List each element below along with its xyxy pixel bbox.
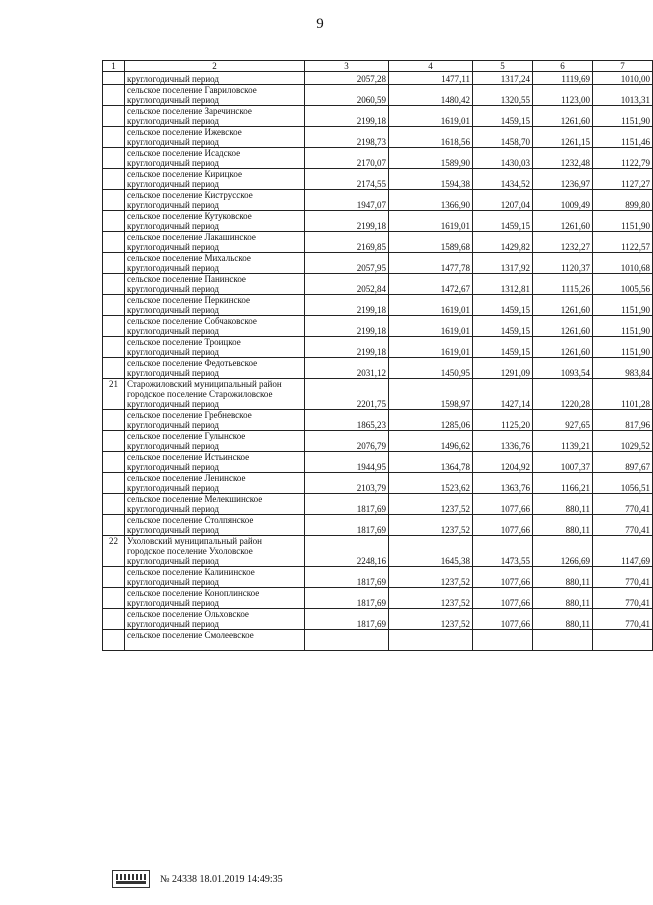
- tariff-value-col-3: 2198,73: [305, 127, 389, 148]
- tariff-value-col-4: 1366,90: [389, 190, 473, 211]
- table-row: [103, 253, 653, 274]
- column-header: 1: [103, 61, 125, 72]
- row-index: [103, 630, 125, 651]
- tariff-value-col-6: 880,11: [533, 609, 593, 630]
- period-label: круглогодичный период: [127, 200, 219, 210]
- tariff-value-col-5: [473, 630, 533, 651]
- tariff-value-col-7: 1005,56: [593, 274, 653, 295]
- row-index: [103, 169, 125, 190]
- period-label: круглогодичный период: [127, 462, 219, 472]
- table-row: [103, 295, 653, 316]
- tariff-value-col-7: 1151,90: [593, 295, 653, 316]
- tariff-value-col-3: 2199,18: [305, 295, 389, 316]
- table-row: [103, 211, 653, 232]
- tariff-value-col-5: 1312,81: [473, 274, 533, 295]
- row-label-cell: [125, 253, 305, 274]
- tariff-value-col-4: [389, 630, 473, 651]
- table-row: [103, 85, 653, 106]
- row-label-cell: [125, 169, 305, 190]
- document-footer: [112, 868, 283, 890]
- row-label-cell: [125, 473, 305, 494]
- tariff-value-col-7: 1127,27: [593, 169, 653, 190]
- tariff-value-col-7: 1010,00: [593, 72, 653, 85]
- tariff-value-col-3: 1944,95: [305, 452, 389, 473]
- tariff-value-col-7: 899,80: [593, 190, 653, 211]
- tariff-value-col-7: 1122,57: [593, 232, 653, 253]
- row-label-cell: [125, 106, 305, 127]
- settlement-name: сельское поселение Гулынское: [127, 431, 246, 441]
- tariff-value-col-7: 770,41: [593, 567, 653, 588]
- row-label-cell: [125, 211, 305, 232]
- period-label: круглогодичный период: [127, 420, 219, 430]
- tariff-value-col-5: 1077,66: [473, 515, 533, 536]
- tariff-value-col-4: 1594,38: [389, 169, 473, 190]
- table-row: [103, 630, 653, 651]
- tariff-value-col-6: 1232,48: [533, 148, 593, 169]
- settlement-name: сельское поселение Гавриловское: [127, 85, 257, 95]
- row-label-cell: [125, 316, 305, 337]
- period-label: круглогодичный период: [127, 598, 219, 608]
- tariff-value-col-6: 880,11: [533, 567, 593, 588]
- settlement-name: сельское поселение Смолеевское: [127, 630, 254, 640]
- tariff-value-col-5: 1317,92: [473, 253, 533, 274]
- period-label: круглогодичный период: [127, 368, 219, 378]
- tariff-value-col-7: 1151,90: [593, 211, 653, 232]
- period-label: круглогодичный период: [127, 619, 219, 629]
- tariff-value-col-3: 2199,18: [305, 337, 389, 358]
- period-label: круглогодичный период: [127, 399, 219, 409]
- table-row: [103, 379, 653, 410]
- tariff-value-col-3: 2170,07: [305, 148, 389, 169]
- settlement-name: сельское поселение Ленинское: [127, 473, 246, 483]
- settlement-name: сельское поселение Троицкое: [127, 337, 241, 347]
- settlement-name: сельское поселение Собчаковское: [127, 316, 257, 326]
- column-header: 6: [533, 61, 593, 72]
- row-index: [103, 494, 125, 515]
- tariff-value-col-4: 1237,52: [389, 515, 473, 536]
- settlement-name: городское поселение Ухоловское: [127, 546, 253, 556]
- settlement-name: сельское поселение Исадское: [127, 148, 241, 158]
- row-index: [103, 127, 125, 148]
- column-header: 7: [593, 61, 653, 72]
- tariff-value-col-5: 1459,15: [473, 211, 533, 232]
- settlement-name: сельское поселение Киструсское: [127, 190, 253, 200]
- tariff-value-col-5: 1458,70: [473, 127, 533, 148]
- tariff-value-col-7: 1151,46: [593, 127, 653, 148]
- tariff-value-col-7: 1101,28: [593, 379, 653, 410]
- registry-stamp-icon: [112, 870, 150, 888]
- tariff-value-col-5: 1320,55: [473, 85, 533, 106]
- tariff-value-col-4: 1645,38: [389, 536, 473, 567]
- tariff-value-col-7: 1122,79: [593, 148, 653, 169]
- row-label-cell: [125, 295, 305, 316]
- tariff-value-col-4: 1589,90: [389, 148, 473, 169]
- period-label: круглогодичный период: [127, 441, 219, 451]
- settlement-name: сельское поселение Панинское: [127, 274, 246, 284]
- tariff-value-col-4: 1477,11: [389, 72, 473, 85]
- tariff-value-col-7: 1147,69: [593, 536, 653, 567]
- column-header: 4: [389, 61, 473, 72]
- tariff-value-col-4: 1619,01: [389, 316, 473, 337]
- period-label: круглогодичный период: [127, 95, 219, 105]
- tariff-value-col-7: 1151,90: [593, 337, 653, 358]
- period-label: круглогодичный период: [127, 116, 219, 126]
- tariff-value-col-6: 880,11: [533, 515, 593, 536]
- tariff-value-col-7: [593, 630, 653, 651]
- tariff-value-col-3: 2057,28: [305, 72, 389, 85]
- table-row: [103, 588, 653, 609]
- table-row: [103, 274, 653, 295]
- period-label: [127, 640, 302, 650]
- settlement-name: сельское поселение Кутуковское: [127, 211, 252, 221]
- settlement-name: сельское поселение Мелекшинское: [127, 494, 263, 504]
- tariff-value-col-4: 1477,78: [389, 253, 473, 274]
- row-index: [103, 473, 125, 494]
- tariff-value-col-5: 1434,52: [473, 169, 533, 190]
- table-row: [103, 494, 653, 515]
- tariff-value-col-4: 1364,78: [389, 452, 473, 473]
- tariff-value-col-7: 770,41: [593, 515, 653, 536]
- table-row: [103, 609, 653, 630]
- row-label-cell: [125, 148, 305, 169]
- tariff-value-col-5: 1317,24: [473, 72, 533, 85]
- row-label-cell: [125, 85, 305, 106]
- tariff-value-col-3: 1817,69: [305, 515, 389, 536]
- row-label-cell: [125, 630, 305, 651]
- tariff-value-col-3: 2248,16: [305, 536, 389, 567]
- row-index: [103, 358, 125, 379]
- tariff-value-col-3: 2199,18: [305, 316, 389, 337]
- tariff-value-col-3: 1947,07: [305, 190, 389, 211]
- tariff-value-col-3: [305, 630, 389, 651]
- tariff-value-col-3: 2199,18: [305, 211, 389, 232]
- tariff-value-col-6: 927,65: [533, 410, 593, 431]
- tariff-value-col-3: 2169,85: [305, 232, 389, 253]
- table-row: [103, 106, 653, 127]
- tariff-value-col-4: 1618,56: [389, 127, 473, 148]
- table-row: [103, 127, 653, 148]
- row-label-cell: [125, 567, 305, 588]
- row-index: [103, 253, 125, 274]
- column-header: 3: [305, 61, 389, 72]
- row-label-cell: [125, 379, 305, 410]
- tariff-value-col-7: 1029,52: [593, 431, 653, 452]
- tariff-value-col-4: 1619,01: [389, 106, 473, 127]
- tariff-value-col-7: 770,41: [593, 609, 653, 630]
- tariff-value-col-4: 1237,52: [389, 588, 473, 609]
- column-header: 2: [125, 61, 305, 72]
- tariff-value-col-6: 1009,49: [533, 190, 593, 211]
- tariff-value-col-3: 1817,69: [305, 588, 389, 609]
- row-index: 21: [103, 379, 125, 410]
- tariff-value-col-6: 1119,69: [533, 72, 593, 85]
- tariff-value-col-6: 1266,69: [533, 536, 593, 567]
- settlement-name: сельское поселение Федотьевское: [127, 358, 258, 368]
- row-label-cell: [125, 452, 305, 473]
- row-label-cell: [125, 127, 305, 148]
- table-row: [103, 316, 653, 337]
- tariff-value-col-3: 2052,84: [305, 274, 389, 295]
- tariff-value-col-6: 880,11: [533, 494, 593, 515]
- settlement-name: сельское поселение Калининское: [127, 567, 255, 577]
- settlement-name: сельское поселение Перкинское: [127, 295, 250, 305]
- tariff-value-col-6: 1261,60: [533, 316, 593, 337]
- row-index: [103, 232, 125, 253]
- tariff-value-col-7: 770,41: [593, 494, 653, 515]
- tariff-value-col-3: 2031,12: [305, 358, 389, 379]
- row-label-cell: [125, 494, 305, 515]
- tariff-value-col-7: 897,67: [593, 452, 653, 473]
- row-index: [103, 106, 125, 127]
- settlement-name: городское поселение Старожиловское: [127, 389, 273, 399]
- tariff-value-col-6: 1261,60: [533, 337, 593, 358]
- tariff-value-col-7: 1013,31: [593, 85, 653, 106]
- row-label-cell: [125, 410, 305, 431]
- tariff-value-col-7: 1151,90: [593, 316, 653, 337]
- row-index: [103, 567, 125, 588]
- settlement-name: сельское поселение Кирицкое: [127, 169, 242, 179]
- tariff-value-col-6: 1232,27: [533, 232, 593, 253]
- district-name: Старожиловский муниципальный район: [127, 379, 282, 389]
- tariff-value-col-4: 1285,06: [389, 410, 473, 431]
- tariff-value-col-6: 880,11: [533, 588, 593, 609]
- tariff-value-col-3: 2076,79: [305, 431, 389, 452]
- row-label-cell: [125, 72, 305, 85]
- row-label-cell: [125, 232, 305, 253]
- table-row: [103, 452, 653, 473]
- period-label: круглогодичный период: [127, 263, 219, 273]
- row-index: [103, 337, 125, 358]
- tariff-value-col-5: 1429,82: [473, 232, 533, 253]
- tariff-value-col-5: 1430,03: [473, 148, 533, 169]
- tariff-table: [102, 60, 653, 651]
- registration-number: № 24338 18.01.2019 14:49:35: [160, 873, 283, 885]
- tariff-value-col-5: 1336,76: [473, 431, 533, 452]
- tariff-value-col-7: 1010,68: [593, 253, 653, 274]
- row-index: [103, 274, 125, 295]
- row-label-cell: [125, 536, 305, 567]
- row-index: [103, 211, 125, 232]
- row-index: [103, 609, 125, 630]
- period-label: круглогодичный период: [127, 242, 219, 252]
- tariff-value-col-4: 1237,52: [389, 609, 473, 630]
- table-row: [103, 567, 653, 588]
- period-label: круглогодичный период: [127, 284, 219, 294]
- row-index: [103, 85, 125, 106]
- tariff-value-col-5: 1077,66: [473, 609, 533, 630]
- settlement-name: сельское поселение Столпянское: [127, 515, 254, 525]
- tariff-value-col-4: 1472,67: [389, 274, 473, 295]
- settlement-name: сельское поселение Михальское: [127, 253, 251, 263]
- table-row: [103, 337, 653, 358]
- tariff-value-col-6: 1139,21: [533, 431, 593, 452]
- period-label: круглогодичный период: [127, 525, 219, 535]
- tariff-value-col-6: 1261,15: [533, 127, 593, 148]
- table-row: [103, 148, 653, 169]
- row-index: [103, 452, 125, 473]
- row-index: [103, 72, 125, 85]
- row-index: [103, 295, 125, 316]
- tariff-value-col-7: 983,84: [593, 358, 653, 379]
- settlement-name: сельское поселение Истьинское: [127, 452, 250, 462]
- table-row: [103, 515, 653, 536]
- tariff-value-col-5: 1459,15: [473, 106, 533, 127]
- tariff-value-col-5: 1077,66: [473, 588, 533, 609]
- table-row: [103, 169, 653, 190]
- period-label: круглогодичный период: [127, 347, 219, 357]
- row-index: [103, 588, 125, 609]
- tariff-value-col-3: 2174,55: [305, 169, 389, 190]
- period-label: круглогодичный период: [127, 179, 219, 189]
- period-label: круглогодичный период: [127, 577, 219, 587]
- tariff-value-col-5: 1291,09: [473, 358, 533, 379]
- tariff-value-col-4: 1619,01: [389, 295, 473, 316]
- row-label-cell: [125, 274, 305, 295]
- tariff-value-col-7: 1056,51: [593, 473, 653, 494]
- table-row: [103, 473, 653, 494]
- tariff-value-col-5: 1077,66: [473, 567, 533, 588]
- tariff-value-col-5: 1363,76: [473, 473, 533, 494]
- tariff-value-col-6: 1166,21: [533, 473, 593, 494]
- table-header-row: [103, 61, 653, 72]
- tariff-value-col-3: 1865,23: [305, 410, 389, 431]
- tariff-value-col-6: 1120,37: [533, 253, 593, 274]
- tariff-value-col-4: 1237,52: [389, 494, 473, 515]
- settlement-name: сельское поселение Лакашинское: [127, 232, 256, 242]
- tariff-value-col-4: 1598,97: [389, 379, 473, 410]
- tariff-value-col-3: 2199,18: [305, 106, 389, 127]
- tariff-value-col-5: 1459,15: [473, 316, 533, 337]
- tariff-value-col-3: 1817,69: [305, 494, 389, 515]
- tariff-value-col-5: 1459,15: [473, 295, 533, 316]
- period-label: круглогодичный период: [127, 504, 219, 514]
- tariff-value-col-4: 1237,52: [389, 567, 473, 588]
- tariff-value-col-5: 1207,04: [473, 190, 533, 211]
- row-label-cell: [125, 190, 305, 211]
- tariff-value-col-6: 1115,26: [533, 274, 593, 295]
- row-index: 22: [103, 536, 125, 567]
- tariff-value-col-4: 1450,95: [389, 358, 473, 379]
- row-label-cell: [125, 515, 305, 536]
- period-label: круглогодичный период: [127, 137, 219, 147]
- row-index: [103, 316, 125, 337]
- row-index: [103, 190, 125, 211]
- table-row: [103, 190, 653, 211]
- period-label: круглогодичный период: [127, 158, 219, 168]
- tariff-value-col-6: 1093,54: [533, 358, 593, 379]
- table-row: [103, 232, 653, 253]
- settlement-name: сельское поселение Коноплинское: [127, 588, 260, 598]
- settlement-name: сельское поселение Заречинское: [127, 106, 252, 116]
- row-index: [103, 431, 125, 452]
- tariff-value-col-4: 1619,01: [389, 337, 473, 358]
- tariff-value-col-4: 1619,01: [389, 211, 473, 232]
- row-index: [103, 410, 125, 431]
- settlement-name: сельское поселение Ольховское: [127, 609, 249, 619]
- row-label-cell: [125, 337, 305, 358]
- period-label: круглогодичный период: [127, 326, 219, 336]
- row-label-cell: [125, 358, 305, 379]
- district-name: Ухоловский муниципальный район: [127, 536, 262, 546]
- period-label: круглогодичный период: [127, 483, 219, 493]
- tariff-value-col-5: 1473,55: [473, 536, 533, 567]
- period-label: круглогодичный период: [127, 556, 219, 566]
- tariff-value-col-4: 1480,42: [389, 85, 473, 106]
- tariff-value-col-6: [533, 630, 593, 651]
- tariff-value-col-4: 1523,62: [389, 473, 473, 494]
- tariff-value-col-3: 2057,95: [305, 253, 389, 274]
- tariff-value-col-6: 1261,60: [533, 211, 593, 232]
- tariff-value-col-3: 2201,75: [305, 379, 389, 410]
- tariff-value-col-6: 1236,97: [533, 169, 593, 190]
- tariff-value-col-3: 2060,59: [305, 85, 389, 106]
- table-row: [103, 410, 653, 431]
- row-index: [103, 515, 125, 536]
- tariff-value-col-5: 1427,14: [473, 379, 533, 410]
- tariff-value-col-3: 2103,79: [305, 473, 389, 494]
- table-row: [103, 536, 653, 567]
- tariff-value-col-5: 1077,66: [473, 494, 533, 515]
- page-number: 9: [316, 16, 324, 32]
- tariff-value-col-6: 1220,28: [533, 379, 593, 410]
- column-header: 5: [473, 61, 533, 72]
- period-label: круглогодичный период: [127, 221, 219, 231]
- row-label-cell: [125, 431, 305, 452]
- row-label-cell: [125, 588, 305, 609]
- tariff-value-col-6: 1261,60: [533, 106, 593, 127]
- tariff-value-col-5: 1459,15: [473, 337, 533, 358]
- tariff-value-col-7: 770,41: [593, 588, 653, 609]
- row-label-cell: [125, 609, 305, 630]
- row-index: [103, 148, 125, 169]
- settlement-name: сельское поселение Ижевское: [127, 127, 242, 137]
- tariff-value-col-4: 1496,62: [389, 431, 473, 452]
- table-row: [103, 72, 653, 85]
- tariff-value-col-7: 1151,90: [593, 106, 653, 127]
- tariff-value-col-5: 1125,20: [473, 410, 533, 431]
- tariff-value-col-6: 1007,37: [533, 452, 593, 473]
- period-label: круглогодичный период: [127, 74, 219, 84]
- settlement-name: сельское поселение Гребневское: [127, 410, 252, 420]
- tariff-value-col-5: 1204,92: [473, 452, 533, 473]
- table-row: [103, 358, 653, 379]
- tariff-value-col-7: 817,96: [593, 410, 653, 431]
- tariff-value-col-6: 1261,60: [533, 295, 593, 316]
- tariff-value-col-3: 1817,69: [305, 609, 389, 630]
- table-row: [103, 431, 653, 452]
- tariff-value-col-3: 1817,69: [305, 567, 389, 588]
- tariff-value-col-4: 1589,68: [389, 232, 473, 253]
- period-label: круглогодичный период: [127, 305, 219, 315]
- tariff-value-col-6: 1123,00: [533, 85, 593, 106]
